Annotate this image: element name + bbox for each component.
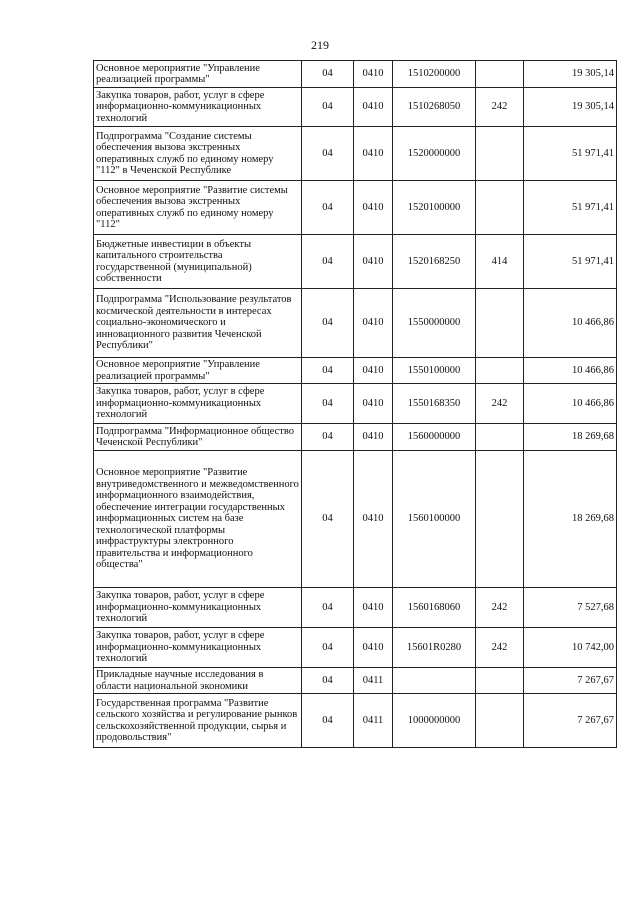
budget-table-body [94,61,617,748]
row-expense-type-cell [476,181,524,235]
row-expense-type-cell [476,668,524,694]
row-name-cell: Закупка товаров, работ, услуг в сфере информационно-коммуникационных технологий [94,384,302,424]
row-section-cell: 04 [302,694,354,748]
row-section-cell: 04 [302,424,354,451]
row-target-article-cell: 1550100000 [393,358,476,384]
table-row [94,668,617,694]
row-target-article-cell: 1510200000 [393,61,476,88]
row-name-cell: Закупка товаров, работ, услуг в сфере информационно-коммуникационных технологий [94,88,302,127]
table-row [94,289,617,358]
row-expense-type-cell [476,61,524,88]
row-target-article-cell: 15601R0280 [393,628,476,668]
row-name-cell: Закупка товаров, работ, услуг в сфере информационно-коммуникационных технологий [94,628,302,668]
table-row [94,358,617,384]
row-name-cell: Прикладные научные исследования в области национальной экономики [94,668,302,694]
row-subsection-cell: 0410 [354,424,393,451]
row-section-cell: 04 [302,588,354,628]
row-subsection-cell: 0410 [354,88,393,127]
budget-table [93,60,617,748]
row-name-cell: Подпрограмма "Создание системы обеспечения вызова экстренных оперативных служб по единому номеру "112" в Чеченской Республике [94,127,302,181]
row-expense-type-cell [476,424,524,451]
row-expense-type-cell: 242 [476,384,524,424]
row-target-article-cell: 1550168350 [393,384,476,424]
row-expense-type-cell: 414 [476,235,524,289]
row-section-cell: 04 [302,289,354,358]
table-row [94,424,617,451]
row-section-cell: 04 [302,88,354,127]
row-name-cell: Закупка товаров, работ, услуг в сфере информационно-коммуникационных технологий [94,588,302,628]
row-subsection-cell: 0410 [354,384,393,424]
row-section-cell: 04 [302,668,354,694]
row-subsection-cell: 0410 [354,181,393,235]
row-name-cell: Основное мероприятие "Развитие внутриведомственного и межведомственного информационного взаимодействия, обеспечение интеграции государственных информационных систем на базе технологической платформы инфраструктуры электронного правительства и информационного общества" [94,451,302,588]
row-target-article-cell: 1000000000 [393,694,476,748]
table-row [94,694,617,748]
row-subsection-cell: 0411 [354,668,393,694]
table-row [94,88,617,127]
table-row [94,588,617,628]
row-amount-cell: 19 305,14 [524,88,617,127]
row-section-cell: 04 [302,451,354,588]
row-name-cell: Основное мероприятие "Управление реализацией программы" [94,61,302,88]
row-amount-cell: 18 269,68 [524,451,617,588]
table-row [94,181,617,235]
table-row [94,127,617,181]
table-row [94,628,617,668]
row-amount-cell: 51 971,41 [524,127,617,181]
row-section-cell: 04 [302,358,354,384]
row-section-cell: 04 [302,181,354,235]
row-section-cell: 04 [302,384,354,424]
row-target-article-cell: 1510268050 [393,88,476,127]
table-row [94,384,617,424]
row-amount-cell: 51 971,41 [524,181,617,235]
row-target-article-cell: 1560000000 [393,424,476,451]
row-amount-cell: 10 466,86 [524,289,617,358]
row-name-cell: Подпрограмма "Информационное общество Чеченской Республики" [94,424,302,451]
row-subsection-cell: 0410 [354,358,393,384]
row-subsection-cell: 0410 [354,289,393,358]
row-section-cell: 04 [302,235,354,289]
row-target-article-cell: 1550000000 [393,289,476,358]
row-section-cell: 04 [302,61,354,88]
row-amount-cell: 19 305,14 [524,61,617,88]
row-name-cell: Бюджетные инвестиции в объекты капитального строительства государственной (муниципальной) собственности [94,235,302,289]
row-amount-cell: 51 971,41 [524,235,617,289]
row-subsection-cell: 0410 [354,127,393,181]
row-name-cell: Государственная программа "Развитие сельского хозяйства и регулирование рынков сельскохозяйственной продукции, сырья и продовольствия" [94,694,302,748]
row-amount-cell: 10 466,86 [524,358,617,384]
row-target-article-cell: 1520168250 [393,235,476,289]
row-amount-cell: 7 267,67 [524,694,617,748]
row-target-article-cell: 1560168060 [393,588,476,628]
row-expense-type-cell [476,358,524,384]
row-subsection-cell: 0411 [354,694,393,748]
row-expense-type-cell [476,127,524,181]
table-row [94,235,617,289]
row-target-article-cell: 1560100000 [393,451,476,588]
row-expense-type-cell [476,451,524,588]
page-number: 219 [311,38,329,52]
row-expense-type-cell: 242 [476,628,524,668]
table-row [94,61,617,88]
row-expense-type-cell [476,694,524,748]
row-target-article-cell: 1520000000 [393,127,476,181]
row-subsection-cell: 0410 [354,588,393,628]
row-section-cell: 04 [302,628,354,668]
row-amount-cell: 10 742,00 [524,628,617,668]
row-amount-cell: 18 269,68 [524,424,617,451]
row-subsection-cell: 0410 [354,61,393,88]
row-amount-cell: 7 527,68 [524,588,617,628]
row-target-article-cell [393,668,476,694]
row-subsection-cell: 0410 [354,235,393,289]
row-target-article-cell: 1520100000 [393,181,476,235]
row-name-cell: Подпрограмма "Использование результатов космической деятельности в интересах социально-экономического и инновационного развития Чеченской Республики" [94,289,302,358]
row-subsection-cell: 0410 [354,451,393,588]
row-name-cell: Основное мероприятие "Развитие системы обеспечения вызова экстренных оперативных служб по единому номеру "112" [94,181,302,235]
row-section-cell: 04 [302,127,354,181]
row-expense-type-cell: 242 [476,588,524,628]
row-name-cell: Основное мероприятие "Управление реализацией программы" [94,358,302,384]
row-subsection-cell: 0410 [354,628,393,668]
row-amount-cell: 10 466,86 [524,384,617,424]
table-row [94,451,617,588]
row-amount-cell: 7 267,67 [524,668,617,694]
row-expense-type-cell [476,289,524,358]
row-expense-type-cell: 242 [476,88,524,127]
